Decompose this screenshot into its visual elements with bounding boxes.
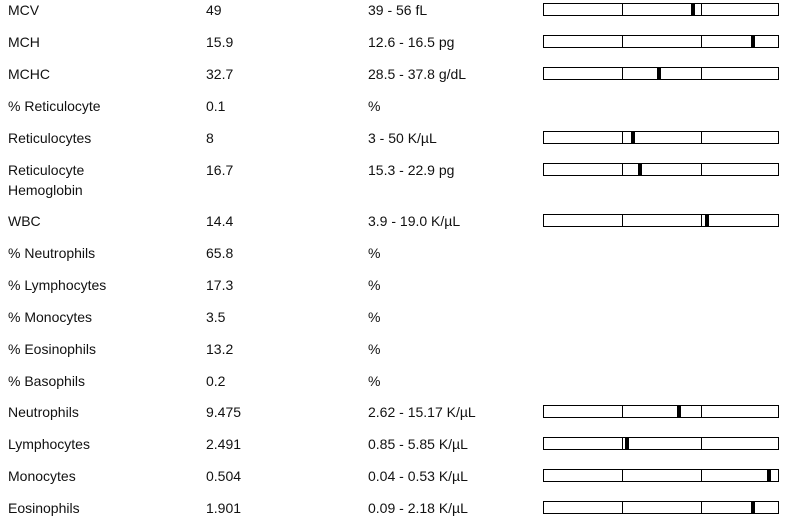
result-row [0, 160, 800, 198]
test-value: 2.491 [206, 436, 242, 452]
high-threshold-divider [701, 502, 702, 513]
low-threshold-divider [622, 438, 623, 449]
value-marker [751, 502, 755, 513]
test-name: Eosinophils [8, 500, 80, 516]
low-threshold-divider [622, 36, 623, 47]
test-value: 32.7 [206, 66, 234, 82]
high-threshold-divider [701, 470, 702, 481]
low-threshold-divider [622, 4, 623, 15]
range-indicator-bar [543, 405, 779, 418]
reference-range: 0.04 - 0.53 K/µL [368, 468, 468, 484]
result-row [0, 498, 800, 528]
test-value: 1.901 [206, 500, 242, 516]
low-threshold-divider [622, 470, 623, 481]
reference-range: 15.3 - 22.9 pg [368, 162, 455, 178]
reference-range: % [368, 245, 381, 261]
reference-range: 0.85 - 5.85 K/µL [368, 436, 468, 452]
reference-range: % [368, 98, 381, 114]
high-threshold-divider [701, 164, 702, 175]
test-name: % Reticulocyte [8, 98, 101, 114]
reference-range: 3.9 - 19.0 K/µL [368, 213, 461, 229]
test-value: 0.1 [206, 98, 226, 114]
result-row [0, 371, 800, 401]
result-row [0, 211, 800, 241]
range-indicator-bar [543, 501, 779, 514]
test-name: Reticulocyte Hemoglobin [8, 162, 85, 198]
result-row [0, 466, 800, 496]
test-name: WBC [8, 213, 41, 229]
low-threshold-divider [622, 215, 623, 226]
range-indicator-bar [543, 214, 779, 227]
test-name: % Lymphocytes [8, 277, 107, 293]
test-name: % Basophils [8, 373, 86, 389]
result-row [0, 307, 800, 337]
test-value: 65.8 [206, 245, 234, 261]
test-name: % Neutrophils [8, 245, 96, 261]
reference-range: % [368, 341, 381, 357]
low-threshold-divider [622, 406, 623, 417]
low-threshold-divider [622, 132, 623, 143]
high-threshold-divider [701, 406, 702, 417]
high-threshold-divider [701, 68, 702, 79]
result-row [0, 275, 800, 305]
result-row [0, 402, 800, 432]
test-name: % Monocytes [8, 309, 93, 325]
value-marker [657, 68, 661, 79]
range-indicator-bar [543, 35, 779, 48]
test-value: 49 [206, 2, 222, 18]
high-threshold-divider [701, 215, 702, 226]
range-indicator-bar [543, 3, 779, 16]
value-marker [638, 164, 642, 175]
test-name: Lymphocytes [8, 436, 90, 452]
reference-range: 28.5 - 37.8 g/dL [368, 66, 467, 82]
result-row [0, 243, 800, 273]
test-value: 14.4 [206, 213, 234, 229]
result-row [0, 339, 800, 369]
high-threshold-divider [701, 4, 702, 15]
reference-range: % [368, 277, 381, 293]
test-name: MCH [8, 34, 40, 50]
test-name: MCHC [8, 66, 50, 82]
value-marker [751, 36, 755, 47]
test-value: 0.504 [206, 468, 242, 484]
test-value: 13.2 [206, 341, 234, 357]
result-row [0, 32, 800, 62]
test-value: 9.475 [206, 404, 242, 420]
range-indicator-bar [543, 163, 779, 176]
value-marker [625, 438, 629, 449]
test-value: 17.3 [206, 277, 234, 293]
low-threshold-divider [622, 68, 623, 79]
result-row [0, 434, 800, 464]
test-name: MCV [8, 2, 40, 18]
test-name: Neutrophils [8, 404, 79, 420]
test-value: 8 [206, 130, 214, 146]
test-value: 0.2 [206, 373, 226, 389]
test-value: 16.7 [206, 162, 234, 178]
reference-range: 39 - 56 fL [368, 2, 428, 18]
low-threshold-divider [622, 502, 623, 513]
high-threshold-divider [701, 132, 702, 143]
result-row [0, 128, 800, 158]
test-value: 3.5 [206, 309, 226, 325]
reference-range: 3 - 50 K/µL [368, 130, 437, 146]
reference-range: 12.6 - 16.5 pg [368, 34, 455, 50]
range-indicator-bar [543, 131, 779, 144]
reference-range: 2.62 - 15.17 K/µL [368, 404, 476, 420]
value-marker [631, 132, 635, 143]
range-indicator-bar [543, 469, 779, 482]
high-threshold-divider [701, 36, 702, 47]
test-value: 15.9 [206, 34, 234, 50]
value-marker [691, 4, 695, 15]
test-name: Monocytes [8, 468, 76, 484]
range-indicator-bar [543, 437, 779, 450]
test-name: Reticulocytes [8, 130, 92, 146]
range-indicator-bar [543, 67, 779, 80]
value-marker [705, 215, 709, 226]
reference-range: % [368, 373, 381, 389]
reference-range: % [368, 309, 381, 325]
high-threshold-divider [701, 438, 702, 449]
value-marker [767, 470, 771, 481]
result-row [0, 96, 800, 126]
low-threshold-divider [622, 164, 623, 175]
value-marker [677, 406, 681, 417]
result-row [0, 0, 800, 30]
test-name: % Eosinophils [8, 341, 96, 357]
result-row [0, 64, 800, 94]
reference-range: 0.09 - 2.18 K/µL [368, 500, 468, 516]
